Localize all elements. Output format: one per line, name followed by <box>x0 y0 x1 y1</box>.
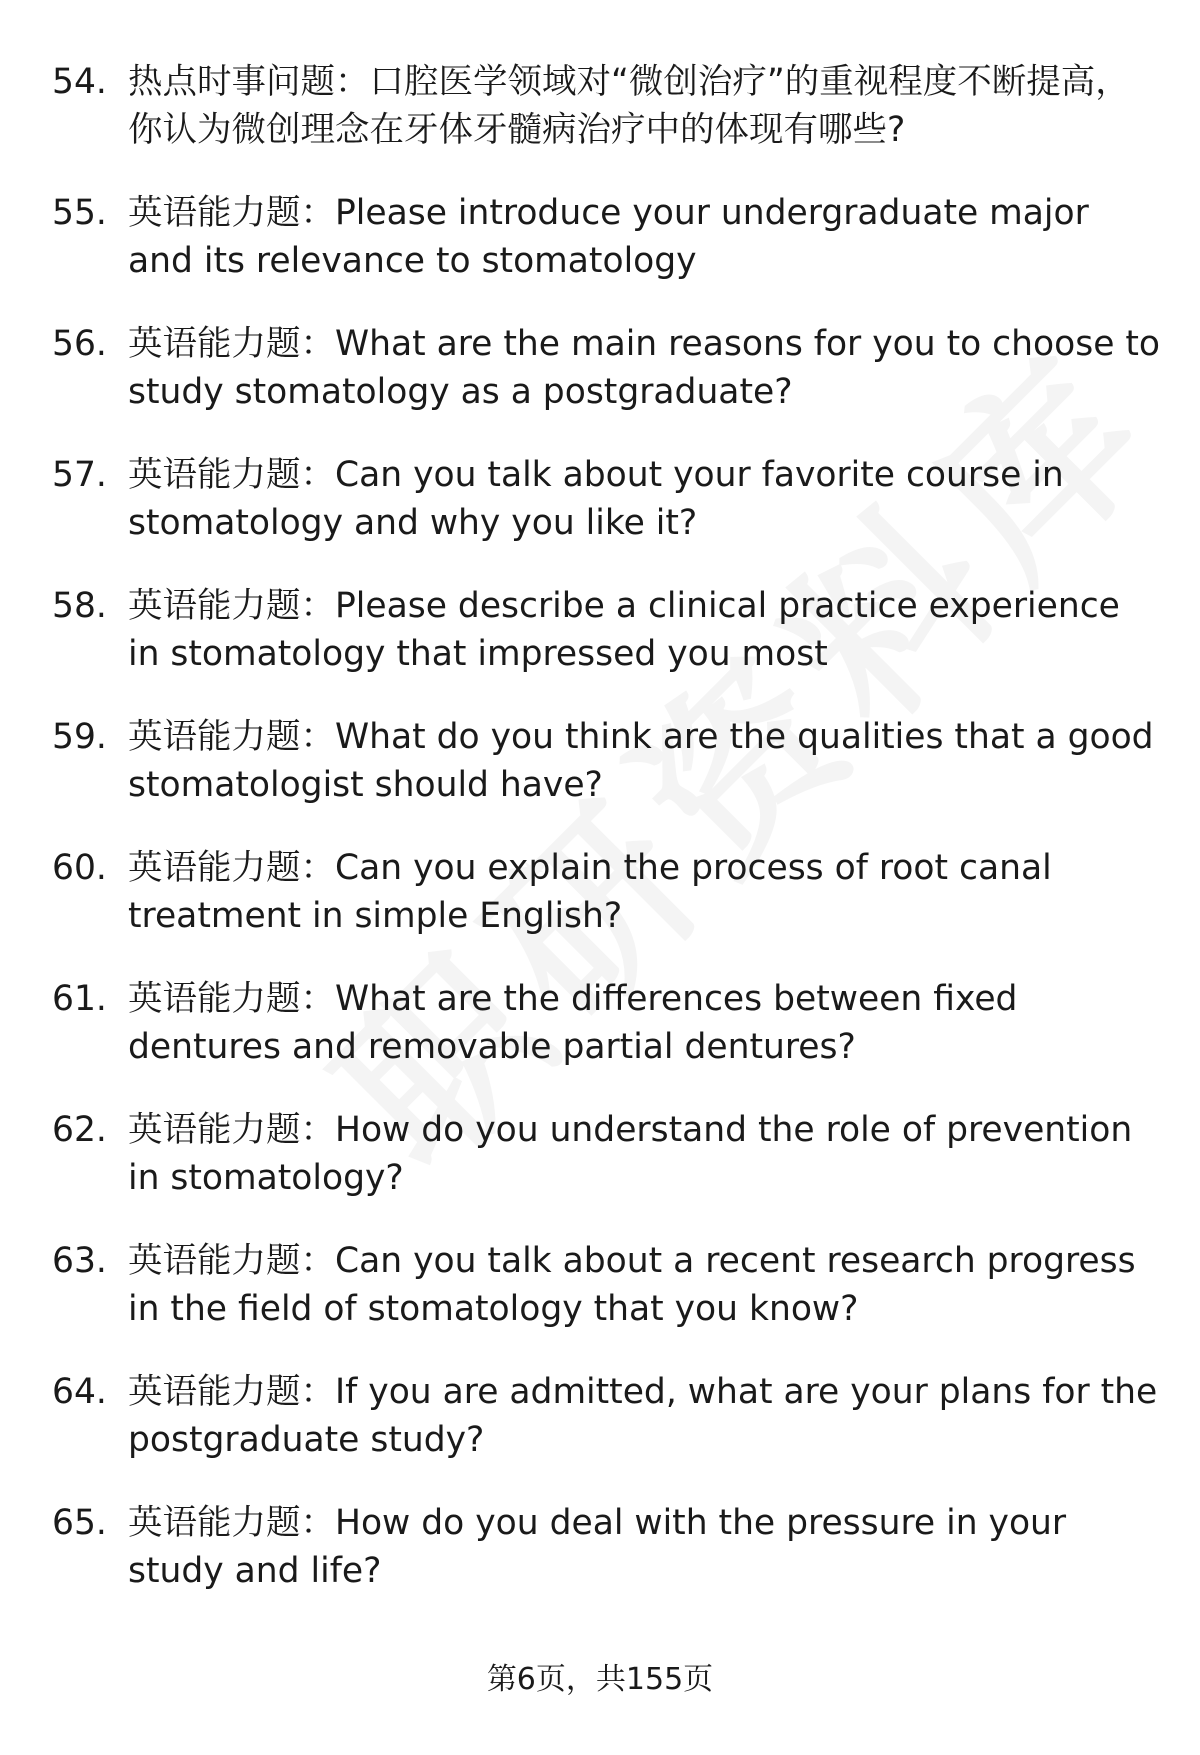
question-number: 59. <box>52 717 107 757</box>
question-number: 56. <box>52 324 107 364</box>
question-number: 54. <box>52 62 107 102</box>
question-text: If you are admitted, what are your plans for the postgraduate study? <box>128 1372 1158 1460</box>
question-number: 64. <box>52 1372 107 1412</box>
question-text: What are the main reasons for you to choose to study stomatology as a postgraduate? <box>128 324 1161 412</box>
question-category: 英语能力题： <box>128 717 335 757</box>
question-category: 英语能力题： <box>128 193 335 233</box>
question-text: How do you deal with the pressure in your study and life? <box>128 1503 1067 1591</box>
question-category: 英语能力题： <box>128 1503 335 1543</box>
question-number: 55. <box>52 193 107 233</box>
question-text: Please introduce your undergraduate major and its relevance to stomatology <box>128 193 1089 281</box>
question-category: 热点时事问题： <box>128 62 370 102</box>
question-item <box>52 975 1162 1071</box>
question-number: 62. <box>52 1110 107 1150</box>
question-category: 英语能力题： <box>128 848 335 888</box>
question-text: Can you talk about your favorite course in stomatology and why you like it? <box>128 455 1064 543</box>
question-item <box>52 844 1162 940</box>
question-number: 57. <box>52 455 107 495</box>
page-footer <box>0 1660 1200 1700</box>
page-number-label: 第6页，共155页 <box>486 1662 714 1697</box>
question-text: How do you understand the role of prevention in stomatology? <box>128 1110 1133 1198</box>
question-category: 英语能力题： <box>128 979 335 1019</box>
question-category: 英语能力题： <box>128 455 335 495</box>
question-item <box>52 713 1162 809</box>
question-text: 口腔医学领域对“微创治疗”的重视程度不断提高，你认为微创理念在牙体牙髓病治疗中的体现有哪些? <box>128 62 1130 150</box>
question-number: 58. <box>52 586 107 626</box>
question-number: 63. <box>52 1241 107 1281</box>
question-item <box>52 1499 1162 1595</box>
question-category: 英语能力题： <box>128 1241 335 1281</box>
question-number: 60. <box>52 848 107 888</box>
question-item <box>52 451 1162 547</box>
question-item <box>52 1368 1162 1464</box>
question-text: What are the differences between fixed dentures and removable partial dentures? <box>128 979 1018 1067</box>
question-item <box>52 189 1162 285</box>
question-category: 英语能力题： <box>128 324 335 364</box>
question-number: 61. <box>52 979 107 1019</box>
question-item <box>52 582 1162 678</box>
question-text: Can you explain the process of root canal treatment in simple English? <box>128 848 1052 936</box>
question-category: 英语能力题： <box>128 1110 335 1150</box>
question-category: 英语能力题： <box>128 1372 335 1412</box>
question-item <box>52 1237 1162 1333</box>
question-number: 65. <box>52 1503 107 1543</box>
question-category: 英语能力题： <box>128 586 335 626</box>
question-text: Please describe a clinical practice experience in stomatology that impressed you most <box>128 586 1120 674</box>
question-list <box>52 58 1162 1630</box>
question-item <box>52 58 1162 154</box>
question-text: What do you think are the qualities that a good stomatologist should have? <box>128 717 1154 805</box>
question-item <box>52 320 1162 416</box>
question-item <box>52 1106 1162 1202</box>
question-text: Can you talk about a recent research progress in the field of stomatology that you know? <box>128 1241 1136 1329</box>
